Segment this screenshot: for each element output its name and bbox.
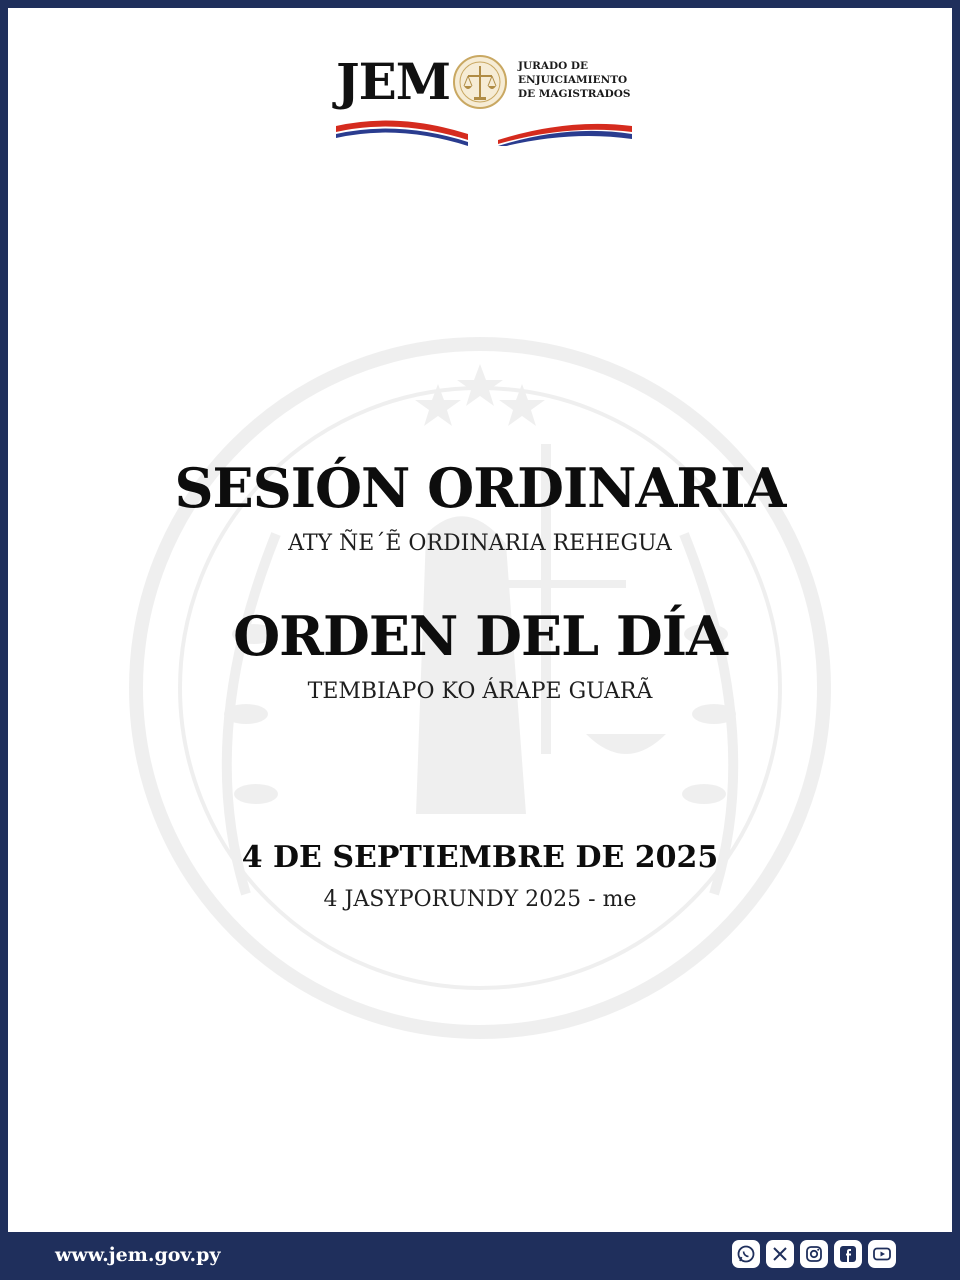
document-page	[8, 8, 952, 1232]
logo-line: DE MAGISTRADOS	[518, 88, 631, 100]
seal-icon	[452, 54, 508, 110]
logo-line: ENJUICIAMIENTO	[518, 74, 628, 86]
session-date-guarani: 4 JASYPORUNDY 2025 - me	[323, 887, 637, 912]
social-links	[732, 1240, 896, 1268]
facebook-icon[interactable]	[834, 1240, 862, 1268]
logo-institution-name	[518, 59, 631, 101]
whatsapp-icon[interactable]	[732, 1240, 760, 1268]
flag-ribbon	[328, 112, 640, 146]
logo-line: JURADO DE	[518, 60, 589, 72]
agenda-title-guarani: TEMBIAPO KO ÁRAPE GUARÃ	[307, 679, 653, 704]
jem-logo	[328, 52, 648, 148]
x-icon[interactable]	[766, 1240, 794, 1268]
session-title-guarani: ATY ÑE´Ẽ ORDINARIA REHEGUA	[288, 531, 672, 556]
instagram-icon[interactable]	[800, 1240, 828, 1268]
session-date: 4 DE SEPTIEMBRE DE 2025	[241, 840, 719, 875]
website-link[interactable]: www.jem.gov.py	[55, 1244, 221, 1266]
session-title: SESIÓN ORDINARIA	[174, 456, 786, 520]
youtube-icon[interactable]	[868, 1240, 896, 1268]
logo-wordmark: JEM	[336, 52, 451, 111]
agenda-title: ORDEN DEL DÍA	[233, 604, 727, 668]
